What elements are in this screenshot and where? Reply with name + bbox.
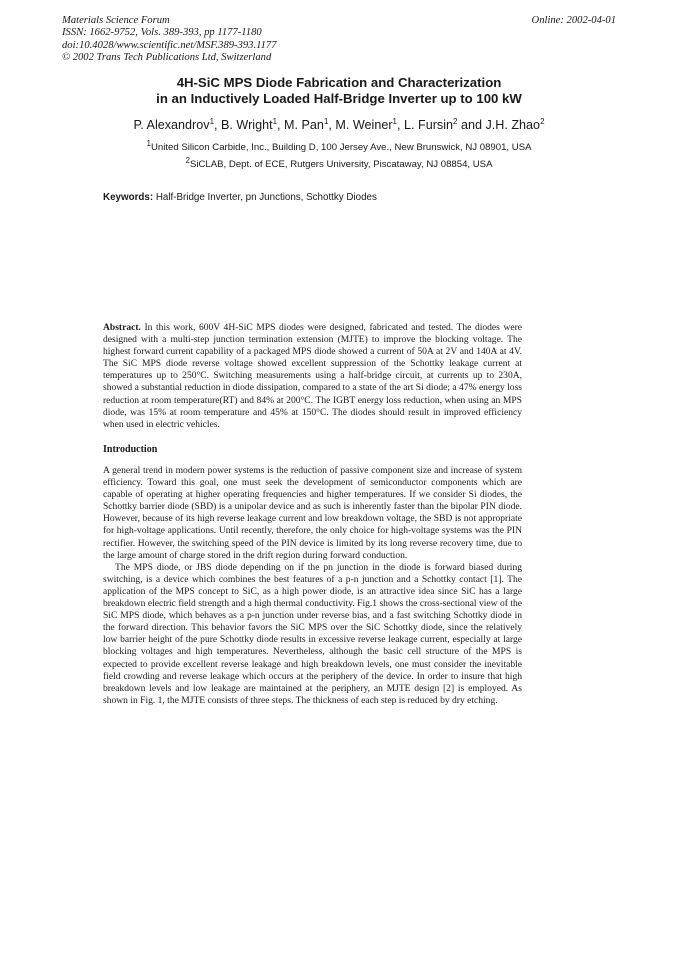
online-date: Online: 2002-04-01 [531, 15, 616, 26]
author: M. Pan$^1$, [284, 116, 336, 132]
author: J.H. Zhao$^2$ [485, 116, 545, 132]
keywords-label: Keywords: [103, 192, 154, 203]
author: P. Alexandrov$^1$, [133, 116, 222, 132]
author: M. Weiner$^1$, [335, 116, 404, 132]
keywords [103, 192, 377, 203]
introduction-body [103, 465, 522, 707]
paper-title [0, 75, 678, 107]
abstract-label: Abstract. [103, 322, 141, 333]
journal-name: Materials Science Forum [62, 15, 170, 26]
title-line-2: in an Inductively Loaded Half-Bridge Inverter up to 100 kW [156, 91, 522, 106]
doi-line[interactable]: doi:10.4028/www.scientific.net/MSF.389-393.1177 [62, 39, 277, 51]
author: B. Wright$^1$, [221, 116, 285, 132]
title-line-1: 4H-SiC MPS Diode Fabrication and Characterization [176, 75, 502, 90]
issn-line: ISSN: 1662-9752, Vols. 389-393, pp 1177-1180 [62, 27, 262, 39]
abstract-text: In this work, 600V 4H-SiC MPS diodes were designed, fabricated and tested. The diodes were designed with a multi-step junction termination extension (MJTE) to improve the blocking voltage. The highest forward current capability of a packaged MPS diode showed a current of 50A at 2V and 140A at 4V. The SiC MPS diode reverse voltage showed excellent suppression of the Schottky leakage current at temperatures up to 250°C. Switching measurements using a half-bridge circuit, at currents up to 230A, showed a substantial reduction in diode dissipation, compared to a state of the art Si diode; a 47% energy loss reduction at room temperature(RT) and 84% at 200°C. The IGBT energy loss reduction, when using an MPS diode, was 15% at room temperature and 45% at 150°C. The diodes should result in improved efficiency when used in electric vehicles. [103, 322, 522, 430]
copyright-line: © 2002 Trans Tech Publications Ltd, Switzerland [62, 51, 272, 63]
publication-header [62, 15, 277, 64]
author: L. Fursin$^2$ and [404, 116, 486, 132]
paragraph: A general trend in modern power systems is the reduction of passive component size and increase of system efficiency. Toward this goal, one must seek the development of semiconductor components which are capable of operating at higher operating frequencies and higher temperatures. If we consider Si diodes, the Schottky barrier diode (SBD) is a unipolar device and as such is inherently faster than the bipolar PIN diode. However, because of its high reverse leakage current and low breakdown voltage, the SBD is not appropriate for high-voltage applications. Until recently, therefore, the only choice for high-voltage systems was the PIN rectifier. However, the switching speed of the PIN device is limited by its long reverse recovery time, due to the large amount of charge stored in the drift region during forward conduction. [103, 465, 522, 561]
keywords-text: Half-Bridge Inverter, pn Junctions, Schottky Diodes [155, 192, 377, 203]
paragraph: The MPS diode, or JBS diode depending on if the pn junction in the diode is forward biased during switching, is a device which combines the best features of a p-n junction and a Schottky contact [1]. The application of the MPS concept to SiC, as a high power diode, is an attractive idea since SiC has a large breakdown electric field strength and a high thermal conductivity. Fig.1 shows the cross-sectional view of the SiC MPS diode, which behaves as a p-n junction under reverse bias, and a fast switching Schottky diode in the forward direction. This behavior favors the SiC MPS over the SiC Schottky diode, since the relatively low barrier height of the pure Schottky diode results in excessive reverse leakage current, especially at large blocking voltages and high temperatures. Nevertheless, although the basic cell structure of the MPS is expected to provide excellent reverse leakage and high breakdown levels, one must consider the inevitable field crowding and reverse leakage which occurs at the periphery of the device. In order to insure that high breakdown levels and low leakage are maintained at the periphery, an MJTE design [2] is employed. As shown in Fig. 1, the MJTE consists of three steps. The thickness of each step is reduced by dry etching. [103, 561, 522, 706]
affiliation-2: $^2$SiCLAB, Dept. of ECE, Rutgers University, Piscataway, NJ 08854, USA [185, 155, 493, 170]
affiliation-1: $^1$United Silicon Carbide, Inc., Building D, 100 Jersey Ave., New Brunswick, NJ 08901, USA [146, 138, 532, 153]
section-heading-introduction: Introduction [103, 444, 158, 455]
abstract [103, 322, 522, 431]
author-list [0, 118, 678, 132]
